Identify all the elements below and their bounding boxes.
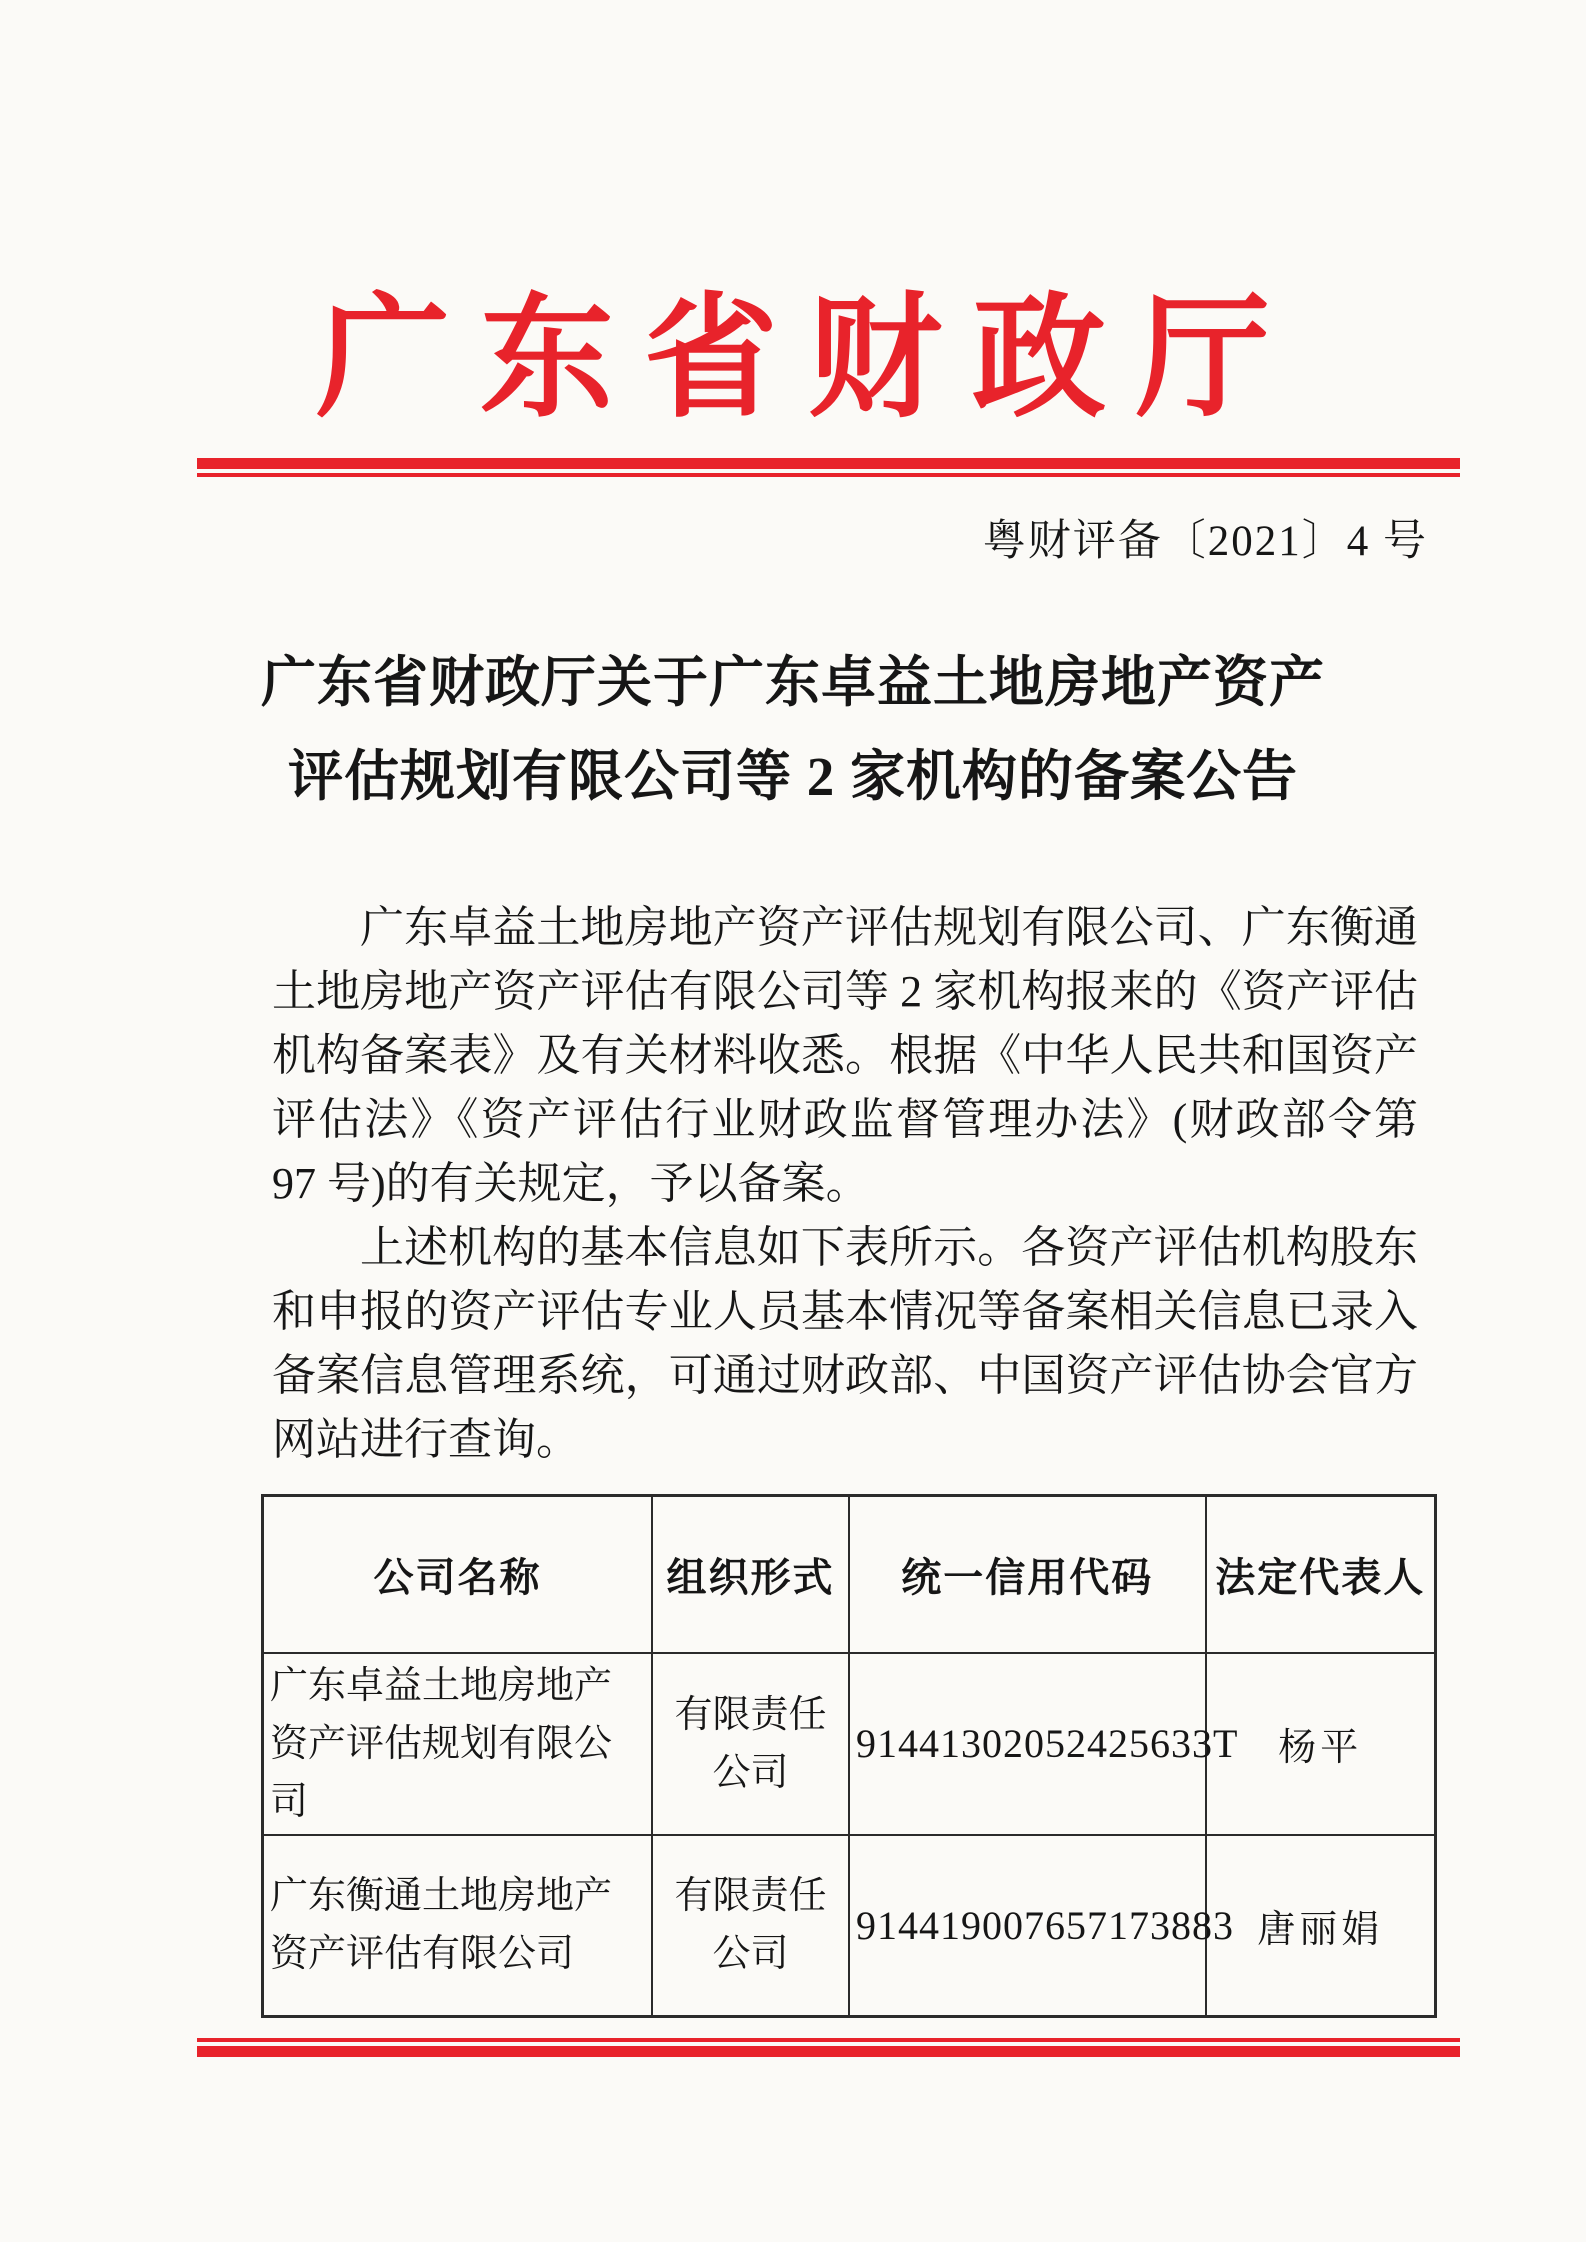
header-org-form: 组织形式 xyxy=(652,1496,849,1653)
table-row xyxy=(263,1653,1436,1835)
cell-legal-rep: 唐丽娟 xyxy=(1206,1835,1436,2017)
letterhead-agency-title: 广东省财政厅 xyxy=(315,285,1300,433)
cell-credit-code: 914419007657173883 xyxy=(849,1835,1206,2017)
table-header-row xyxy=(263,1496,1436,1653)
cell-org-form: 有限责任公司 xyxy=(652,1653,849,1835)
cell-legal-rep: 杨平 xyxy=(1206,1653,1436,1835)
header-credit-code: 统一信用代码 xyxy=(849,1496,1206,1653)
announcement-title xyxy=(0,636,1586,824)
header-company-name: 公司名称 xyxy=(263,1496,652,1653)
document-body xyxy=(272,896,1418,1472)
body-paragraph-2: 上述机构的基本信息如下表所示。各资产评估机构股东和申报的资产评估专业人员基本情况等备案相关信息已录入备案信息管理系统，可通过财政部、中国资产评估协会官方网站进行查询。 xyxy=(272,1223,1418,1464)
document-reference-number: 粤财评备〔2021〕4 号 xyxy=(982,518,1428,565)
red-divider-top-thin-bar xyxy=(197,473,1460,477)
filing-info-table xyxy=(261,1494,1437,2018)
table-row xyxy=(263,1835,1436,2017)
cell-company-name: 广东卓益土地房地产资产评估规划有限公司 xyxy=(263,1653,652,1835)
cell-company-name: 广东衡通土地房地产资产评估有限公司 xyxy=(263,1835,652,2017)
cell-org-form: 有限责任公司 xyxy=(652,1835,849,2017)
red-divider-bottom-thick-bar xyxy=(197,2046,1460,2057)
red-divider-top xyxy=(197,458,1460,477)
announcement-title-line-1: 广东省财政厅关于广东卓益土地房地产资产 xyxy=(260,652,1325,713)
header-legal-rep: 法定代表人 xyxy=(1206,1496,1436,1653)
red-divider-top-thick-bar xyxy=(197,458,1460,469)
red-divider-bottom xyxy=(197,2038,1460,2057)
body-paragraph-1: 广东卓益土地房地产资产评估规划有限公司、广东衡通土地房地产资产评估有限公司等 2 家机构报来的《资产评估机构备案表》及有关材料收悉。根据《中华人民共和国资产评估法》《资产评估行业财政监督管理办法》(财政部令第 97 号)的有关规定，予以备案。 xyxy=(272,903,1418,1208)
announcement-title-line-2: 评估规划有限公司等 2 家机构的备案公告 xyxy=(287,746,1298,807)
cell-credit-code: 91441302052425633T xyxy=(849,1653,1206,1835)
